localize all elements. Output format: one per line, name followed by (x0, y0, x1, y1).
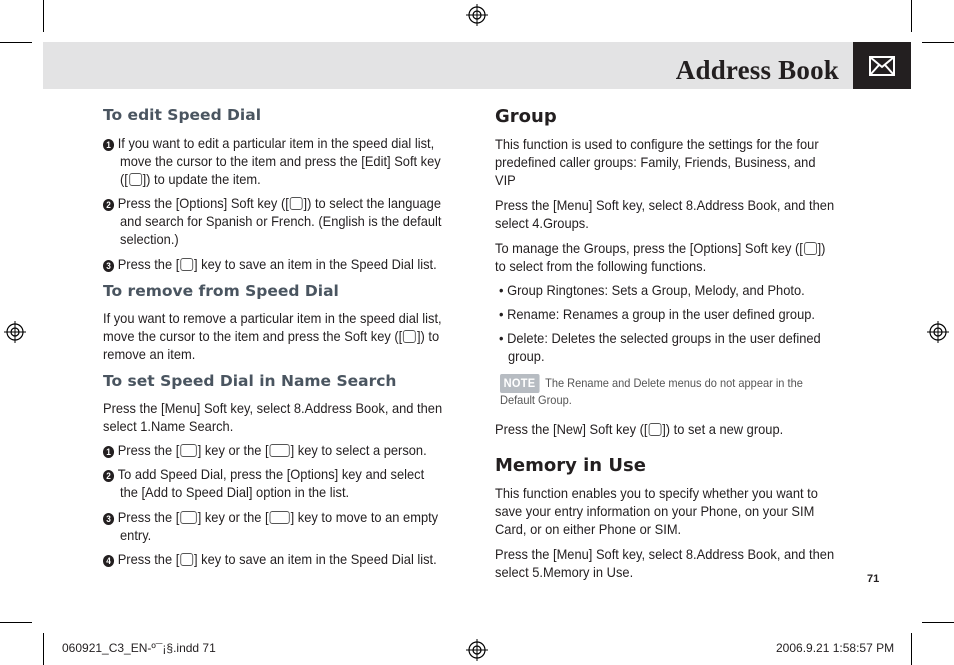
text-line: remove an item. (103, 346, 196, 362)
text-fragment: Press the [ (117, 256, 180, 272)
text-line: Press the [Menu] Soft key, select 8.Address Book, and then (103, 400, 443, 416)
crop-mark (43, 633, 44, 665)
text-line: group. (508, 348, 545, 364)
message-call-key-icon (269, 444, 289, 457)
text-line: select 5.Memory in Use. (495, 564, 634, 580)
edit-step-3 (103, 255, 437, 273)
text-line: Card, or on either Phone or SIM. (495, 521, 682, 537)
text-line: move the cursor to the item and press the [Edit] Soft key (120, 153, 441, 169)
text-fragment: ([ (120, 171, 128, 187)
footer-date: 2006.9.21 1:58:57 PM (776, 641, 895, 655)
text-fragment: Press the [ (117, 509, 180, 525)
footer-file: 060921_C3_EN-º¯¡§.indd 71 (62, 641, 216, 655)
text-line: If you want to remove a particular item in the speed dial list, (103, 310, 442, 326)
text-fragment: Press the [ (117, 442, 180, 458)
set-step-1 (103, 441, 427, 459)
bullet-icon: • (499, 306, 504, 322)
step-number: 1 (103, 446, 114, 458)
text-line: predefined caller groups: Family, Friends, Business, and (495, 154, 816, 170)
text-fragment: Press the [ (117, 551, 180, 567)
bullet-icon: • (499, 330, 504, 346)
text-fragment: move the cursor to the item and press the Soft key ([ (103, 328, 403, 344)
header-bar (43, 42, 911, 89)
section-heading-edit: To edit Speed Dial (103, 106, 262, 124)
text-line: save your entry information on your Phone, on your SIM (495, 503, 815, 519)
text-fragment: ] key to select a person. (290, 442, 427, 458)
text-fragment: ]) to set a new group. (662, 421, 784, 437)
text-fragment: ] key to save an item in the Speed Dial list. (194, 551, 437, 567)
step-number: 2 (103, 470, 114, 482)
text-line: the [Add to Speed Dial] option in the list. (120, 484, 350, 500)
text-line: select 1.Name Search. (103, 418, 234, 434)
text-line: to select from the following functions. (495, 258, 707, 274)
note-text: Default Group. (500, 393, 572, 407)
text-fragment: ] key to move to an empty (290, 509, 439, 525)
envelope-icon (869, 56, 895, 76)
page-number: 71 (867, 573, 880, 585)
text-fragment: ] key to save an item in the Speed Dial list. (194, 256, 437, 272)
softkey-left-icon (403, 330, 416, 343)
edit-step-1 (103, 134, 434, 152)
text-line (120, 170, 261, 188)
step-number: 4 (103, 555, 114, 567)
text-line: and search for Spanish or French. (English is the default (120, 213, 442, 229)
text-line: This function enables you to specify whether you want to (495, 485, 818, 501)
softkey-left-icon (290, 197, 303, 210)
step-number: 1 (103, 139, 114, 151)
registration-mark-icon (466, 639, 488, 661)
section-heading-group: Group (495, 106, 557, 127)
text-fragment: Delete: Deletes the selected groups in the user defined (507, 330, 821, 346)
note-badge: NOTE (500, 374, 539, 393)
text-fragment: ]) to select the language (303, 195, 442, 211)
text-fragment: ]) to update the item. (142, 171, 261, 187)
navigation-up-down-key-icon (180, 444, 197, 457)
section-heading-memory: Memory in Use (495, 455, 646, 476)
text-line: entry. (120, 527, 152, 543)
crop-mark (0, 622, 32, 623)
text-fragment: Group Ringtones: Sets a Group, Melody, and Photo. (507, 282, 805, 298)
text-line: If you want to edit a particular item in the speed dial list, (117, 135, 435, 151)
text-line (103, 327, 439, 345)
crop-mark (922, 42, 954, 43)
bullet-item (499, 329, 821, 347)
crop-mark (911, 0, 912, 32)
page-title: Address Book (675, 55, 839, 85)
ok-key-icon (180, 258, 193, 271)
crop-mark (911, 633, 912, 665)
softkey-left-icon (804, 242, 817, 255)
text-fragment: Press the [New] Soft key ([ (495, 421, 648, 437)
bullet-icon: • (499, 282, 504, 298)
text-line: Press the [Menu] Soft key, select 8.Address Book, and then (495, 546, 835, 562)
softkey-right-icon (129, 173, 142, 186)
set-step-4 (103, 550, 437, 568)
note (500, 374, 803, 393)
set-step-3 (103, 508, 438, 526)
text-fragment: To manage the Groups, press the [Options] Soft key ([ (495, 240, 803, 256)
registration-mark-icon (466, 4, 488, 26)
header-icon-box (853, 42, 911, 89)
text-line (495, 239, 825, 257)
text-line: Press the [Menu] Soft key, select 8.Address Book, and then (495, 197, 835, 213)
ok-key-icon (180, 553, 193, 566)
section-heading-remove: To remove from Speed Dial (103, 282, 339, 300)
bullet-item (499, 305, 815, 323)
note-text: The Rename and Delete menus do not appear in the (545, 376, 803, 390)
text-fragment: ] key or the [ (197, 509, 269, 525)
step-number: 2 (103, 199, 114, 211)
section-heading-set: To set Speed Dial in Name Search (103, 372, 397, 390)
crop-mark (43, 0, 44, 32)
text-line: This function is used to configure the settings for the four (495, 136, 819, 152)
set-step-2 (103, 465, 424, 483)
softkey-right-icon (648, 423, 661, 436)
text-fragment: To add Speed Dial, press the [Options] key and select (117, 466, 425, 482)
text-fragment: ] key or the [ (197, 442, 269, 458)
crop-mark (922, 622, 954, 623)
crop-mark (0, 42, 32, 43)
text-line (495, 420, 783, 438)
text-fragment: ]) (817, 240, 826, 256)
registration-mark-icon (927, 321, 949, 343)
text-fragment: Rename: Renames a group in the user defined group. (507, 306, 815, 322)
step-number: 3 (103, 513, 114, 525)
navigation-up-down-key-icon (180, 511, 197, 524)
text-fragment: Press the [Options] Soft key ([ (117, 195, 289, 211)
step-number: 3 (103, 260, 114, 272)
bullet-item (499, 281, 805, 299)
message-call-key-icon (269, 511, 289, 524)
text-line: selection.) (120, 231, 179, 247)
registration-mark-icon (4, 321, 26, 343)
edit-step-2 (103, 194, 441, 212)
text-line: VIP (495, 172, 516, 188)
text-fragment: ]) to (416, 328, 440, 344)
text-line: select 4.Groups. (495, 215, 589, 231)
